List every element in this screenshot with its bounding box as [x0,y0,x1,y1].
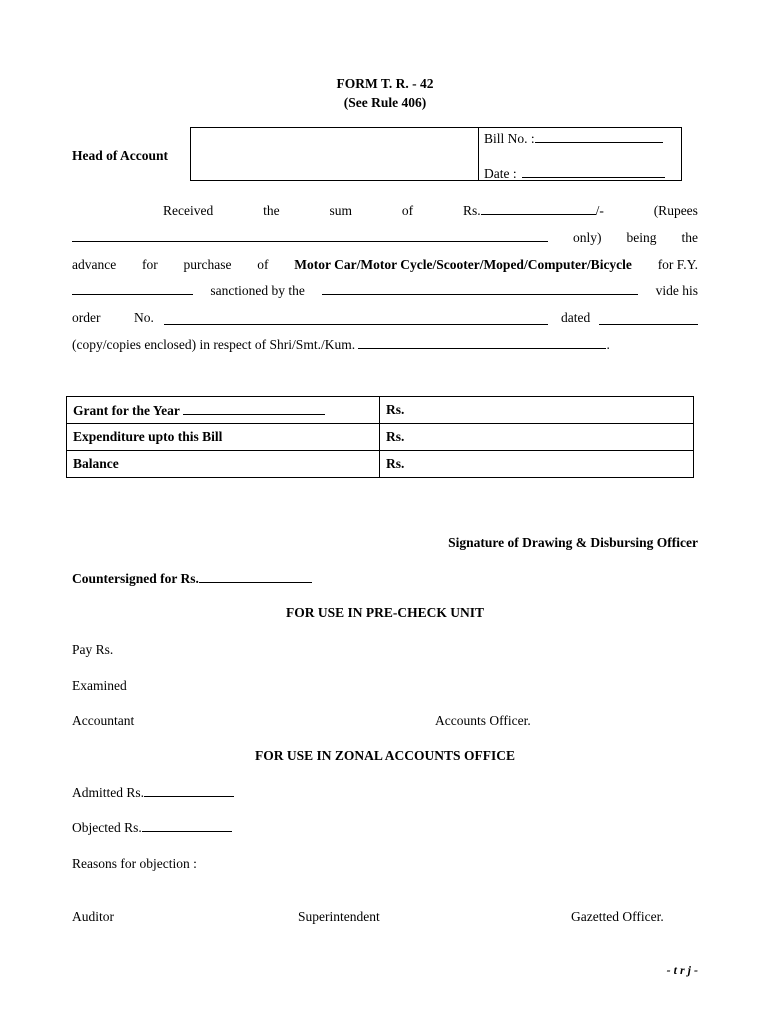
line-end-period: . [606,337,610,352]
gazetted-officer-label: Gazetted Officer. [571,909,664,924]
body-line-6 [72,337,610,353]
word-purchase: purchase [183,257,232,272]
date-label: Date : [484,166,517,181]
word-sum: sum [329,203,352,218]
admitted-blank[interactable] [144,785,234,797]
word-dated: dated [561,310,591,325]
order-no-blank[interactable] [164,313,548,325]
grant-year-cell [67,397,380,424]
amount-field[interactable] [463,203,604,219]
date-field[interactable] [484,166,665,182]
countersigned-field [72,570,312,587]
countersigned-label: Countersigned for Rs. [72,571,199,586]
zonal-title: FOR USE IN ZONAL ACCOUNTS OFFICE [255,748,515,763]
footer-initials: - t r j - [666,963,698,977]
head-box-divider [478,128,479,180]
sanctioned-by-blank[interactable] [322,283,638,295]
amount-blank[interactable] [481,203,596,215]
word-the: the [263,203,280,218]
word-the-2: the [681,230,698,245]
fy-blank[interactable] [72,283,193,295]
slash-dash: /- [595,203,604,218]
word-of: of [401,203,414,218]
balance-label: Balance [67,451,380,478]
word-received: Received [163,203,214,218]
word-for: for [141,257,158,272]
dated-blank[interactable] [599,313,698,325]
bill-no-blank[interactable] [535,131,663,143]
admitted-field [72,785,234,801]
accounts-officer-label: Accounts Officer. [435,713,531,728]
word-order: order [72,310,101,325]
body-line-4 [72,283,698,299]
word-no: No. [134,310,154,325]
table-row [67,451,694,478]
table-row [67,424,694,451]
sanctioned-by-the: sanctioned by the [210,283,305,298]
table-row [67,397,694,424]
rule-reference: (See Rule 406) [343,95,427,110]
word-rupees: (Rupees [653,203,698,218]
date-blank[interactable] [522,166,665,178]
auditor-label: Auditor [72,909,114,924]
form-title: FORM T. R. - 42 [336,76,434,91]
rs-label: Rs. [462,203,481,218]
superintendent-label: Superintendent [298,909,380,924]
word-only: only) [573,230,602,245]
precheck-title: FOR USE IN PRE-CHECK UNIT [285,605,485,620]
copies-in-respect-of: (copy/copies enclosed) in respect of Shri/Smt./Kum. [72,337,356,352]
grant-year-blank[interactable] [183,402,325,415]
vide-his: vide his [655,283,698,298]
grant-table [66,396,694,478]
expenditure-value: Rs. [380,424,694,451]
accountant-label: Accountant [72,713,135,728]
examined-label: Examined [72,678,127,693]
vehicle-types: Motor Car/Motor Cycle/Scooter/Moped/Computer/Bicycle [294,257,632,272]
body-line-3 [72,257,698,273]
body-line-1 [163,203,698,219]
admitted-label: Admitted Rs. [72,785,145,800]
word-of-2: of [257,257,269,272]
head-of-account-label: Head of Account [72,148,168,163]
bill-no-label: Bill No. : [484,131,535,146]
ddo-signature-label: Signature of Drawing & Disbursing Officer [448,535,698,550]
bill-no-field[interactable] [484,131,663,147]
objected-blank[interactable] [142,820,232,832]
objected-label: Objected Rs. [72,820,142,835]
body-line-2 [72,230,698,246]
grant-year-label: Grant for the Year [73,402,180,418]
reasons-label: Reasons for objection : [72,856,197,871]
balance-value: Rs. [380,451,694,478]
word-being: being [626,230,657,245]
word-advance: advance [72,257,117,272]
word-for-fy: for F.Y. [657,257,698,272]
objected-field [72,820,232,836]
countersigned-blank[interactable] [199,570,312,583]
rupees-words-blank[interactable] [72,230,548,242]
pay-rs-label: Pay Rs. [72,642,114,657]
expenditure-label: Expenditure upto this Bill [67,424,380,451]
grant-year-value: Rs. [380,397,694,424]
name-blank[interactable] [358,337,606,349]
